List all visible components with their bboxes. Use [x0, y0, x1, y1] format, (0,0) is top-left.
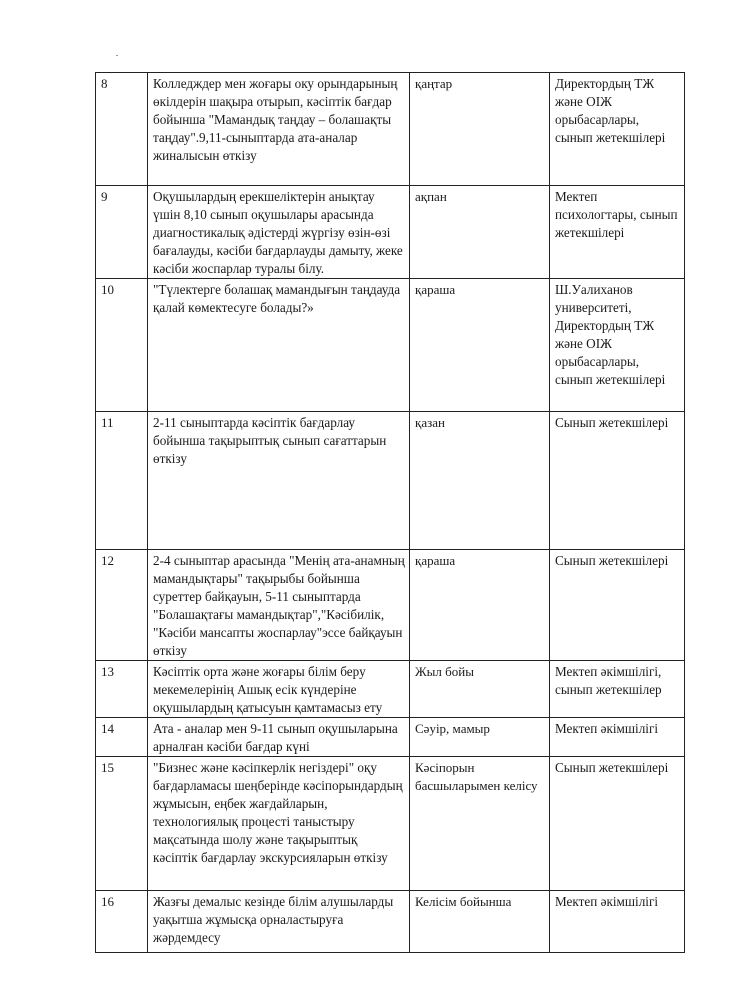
date-cell: қазан	[410, 412, 550, 550]
date-cell: Келісім бойынша	[410, 891, 550, 953]
date-cell: қаңтар	[410, 73, 550, 186]
event-cell: "Түлектерге болашақ мамандығын таңдауда қалай көмектесуге болады?»	[148, 279, 410, 412]
row-number: 14	[96, 718, 148, 757]
date-cell: қараша	[410, 279, 550, 412]
event-cell: Жазғы демалыс кезінде білім алушыларды уақытша жұмысқа орналастыруға жәрдемдесу	[148, 891, 410, 953]
responsible-cell: Директордың ТЖ және ОIЖ орыбасарлары, сынып жетекшілері	[550, 73, 685, 186]
event-cell: Кәсіптік орта және жоғары білім беру мекемелерінің Ашық есік күндеріне оқушылардың қатысуын қамтамасыз ету	[148, 661, 410, 718]
table-row	[96, 550, 685, 661]
table-row	[96, 73, 685, 186]
row-number: 16	[96, 891, 148, 953]
event-cell: 2-4 сыныптар арасында "Менің ата-анамның мамандықтары" тақырыбы бойынша суреттер байқауын, 5-11 сыныптарда "Болашақтағы мамандықтар","Кәсібилік, "Кәсіби мансапты жоспарлау"эссе байқауын өткізу	[148, 550, 410, 661]
date-cell: ақпан	[410, 186, 550, 279]
row-number: 8	[96, 73, 148, 186]
row-number: 10	[96, 279, 148, 412]
date-cell: Сәуір, мамыр	[410, 718, 550, 757]
table-row	[96, 279, 685, 412]
event-cell: Ата - аналар мен 9-11 сынып оқушыларына арналған кәсіби бағдар күні	[148, 718, 410, 757]
responsible-cell: Мектеп әкімшілігі, сынып жетекшілер	[550, 661, 685, 718]
row-number: 12	[96, 550, 148, 661]
table-row	[96, 757, 685, 891]
row-number: 9	[96, 186, 148, 279]
responsible-cell: Ш.Уалиханов университеті, Директордың ТЖ және ОIЖ орыбасарлары, сынып жетекшілері	[550, 279, 685, 412]
event-cell: Колледждер мен жоғары оку орындарының өкілдерін шақыра отырып, кәсіптік бағдар бойынша "Мамандық таңдау – болашақты таңдау".9,11-сыныптарда ата-аналар жиналысын өткізу	[148, 73, 410, 186]
responsible-cell: Мектеп әкімшілігі	[550, 718, 685, 757]
responsible-cell: Сынып жетекшілері	[550, 757, 685, 891]
date-cell: Кәсіпорын басшыларымен келісу	[410, 757, 550, 891]
row-number: 11	[96, 412, 148, 550]
responsible-cell: Сынып жетекшілері	[550, 412, 685, 550]
event-cell: "Бизнес және кәсіпкерлік негіздері" оқу бағдарламасы шеңберінде кәсіпорындардың жұмысын, еңбек жағдайларын, технологиялық процесті таныстыру мақсатында шолу және тақырыптық кәсіптік бағдарлау экскурсияларын өткізу	[148, 757, 410, 891]
date-cell: қараша	[410, 550, 550, 661]
table-row	[96, 661, 685, 718]
scan-speck	[116, 55, 118, 56]
table-row	[96, 412, 685, 550]
table-row	[96, 718, 685, 757]
responsible-cell: Мектеп әкімшілігі	[550, 891, 685, 953]
row-number: 13	[96, 661, 148, 718]
row-number: 15	[96, 757, 148, 891]
table-row	[96, 186, 685, 279]
table-row	[96, 891, 685, 953]
date-cell: Жыл бойы	[410, 661, 550, 718]
event-cell: Оқушылардың ерекшеліктерін анықтау үшін 8,10 сынып оқушылары арасында диагностикалық әдістерді жүргізу өзін-өзі бағалауды, кәсіби бағдарлауды дамыту, жеке кәсіби жоспарлар туралы білу.	[148, 186, 410, 279]
career-guidance-plan-table	[95, 72, 685, 953]
responsible-cell: Мектеп психологтары, сынып жетекшілері	[550, 186, 685, 279]
responsible-cell: Сынып жетекшілері	[550, 550, 685, 661]
event-cell: 2-11 сыныптарда кәсіптік бағдарлау бойынша тақырыптық сынып сағаттарын өткізу	[148, 412, 410, 550]
